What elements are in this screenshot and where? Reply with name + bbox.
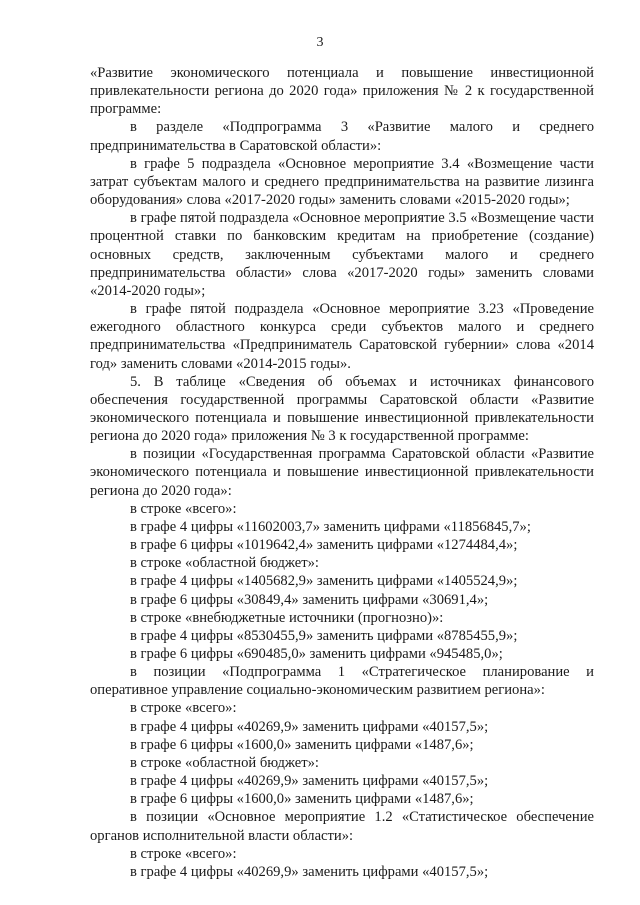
paragraph: 5. В таблице «Сведения об объемах и источниках финансового обеспечения государственной программы Саратовской области «Развитие экономического потенциала и повышение инвестиционной привлекательности региона до 2020 года» приложения № 3 к государственной программе: <box>90 373 594 445</box>
paragraph: в графе 4 цифры «40269,9» заменить цифрами «40157,5»; <box>130 863 489 880</box>
paragraph: в графе 5 подраздела «Основное мероприятие 3.4 «Возмещение части затрат субъектам малого и среднего предпринимательства на развитие лизинга оборудования» слова «2017-2020 годы» заменить словами «2015-2020 годы»; <box>90 155 594 209</box>
paragraph: в позиции «Подпрограмма 1 «Стратегическое планирование и оперативное управление социально-экономическим развитием региона»: <box>90 664 594 699</box>
paragraph: в графе 6 цифры «1019642,4» заменить цифрами «1274484,4»; <box>130 537 518 554</box>
paragraph: в строке «внебюджетные источники (прогнозно)»: <box>130 609 444 626</box>
paragraph: в строке «областной бюджет»: <box>130 555 319 572</box>
paragraph: в графе 4 цифры «1405682,9» заменить цифрами «1405524,9»; <box>130 573 518 590</box>
paragraph: в графе 6 цифры «690485,0» заменить цифрами «945485,0»; <box>130 646 503 662</box>
paragraph: в графе пятой подраздела «Основное мероприятие 3.23 «Проведение ежегодного областного конкурса среди субъектов малого и среднего предпринимательства «Предприниматель Саратовской губернии» слова «2014 год» заменить словами «2014-2015 годы». <box>90 301 594 372</box>
paragraph: в строке «всего»: <box>130 700 237 717</box>
paragraph: в позиции «Основное мероприятие 1.2 «Статистическое обеспечение органов исполнительной власти области»: <box>90 809 594 844</box>
paragraph: «Развитие экономического потенциала и повышение инвестиционной привлекательности региона до 2020 года» приложения № 2 к государственной программе: <box>90 65 594 118</box>
paragraph: в графе 6 цифры «1600,0» заменить цифрами «1487,6»; <box>130 791 474 808</box>
paragraph: в строке «областной бюджет»: <box>130 754 319 771</box>
paragraph: в графе 4 цифры «8530455,9» заменить цифрами «8785455,9»; <box>130 627 518 644</box>
paragraph: в позиции «Государственная программа Саратовской области «Развитие экономического потенциала и повышение инвестиционной привлекательности региона до 2020 года»: <box>90 446 594 499</box>
paragraph: в разделе «Подпрограмма 3 «Развитие малого и среднего предпринимательства в Саратовской области»: <box>90 119 594 154</box>
paragraph: в строке «всего»: <box>130 500 237 517</box>
paragraph: в строке «всего»: <box>130 845 237 862</box>
paragraph: в графе 4 цифры «40269,9» заменить цифрами «40157,5»; <box>130 718 489 735</box>
paragraph: в графе пятой подраздела «Основное мероприятие 3.5 «Возмещение части процентной ставки по банковским кредитам на приобретение (создание) основных средств, заключенным субъектами малого и среднего предпринимательства области» слова «2017-2020 годы» заменить словами «2014-2020 годы»; <box>90 210 594 299</box>
paragraph: в графе 6 цифры «30849,4» заменить цифрами «30691,4»; <box>130 591 489 608</box>
paragraph: в графе 4 цифры «11602003,7» заменить цифрами «11856845,7»; <box>130 518 531 535</box>
page-number: 3 <box>316 35 324 50</box>
document-body <box>90 64 594 881</box>
paragraph: в графе 4 цифры «40269,9» заменить цифрами «40157,5»; <box>130 773 489 790</box>
paragraph: в графе 6 цифры «1600,0» заменить цифрами «1487,6»; <box>130 736 474 753</box>
